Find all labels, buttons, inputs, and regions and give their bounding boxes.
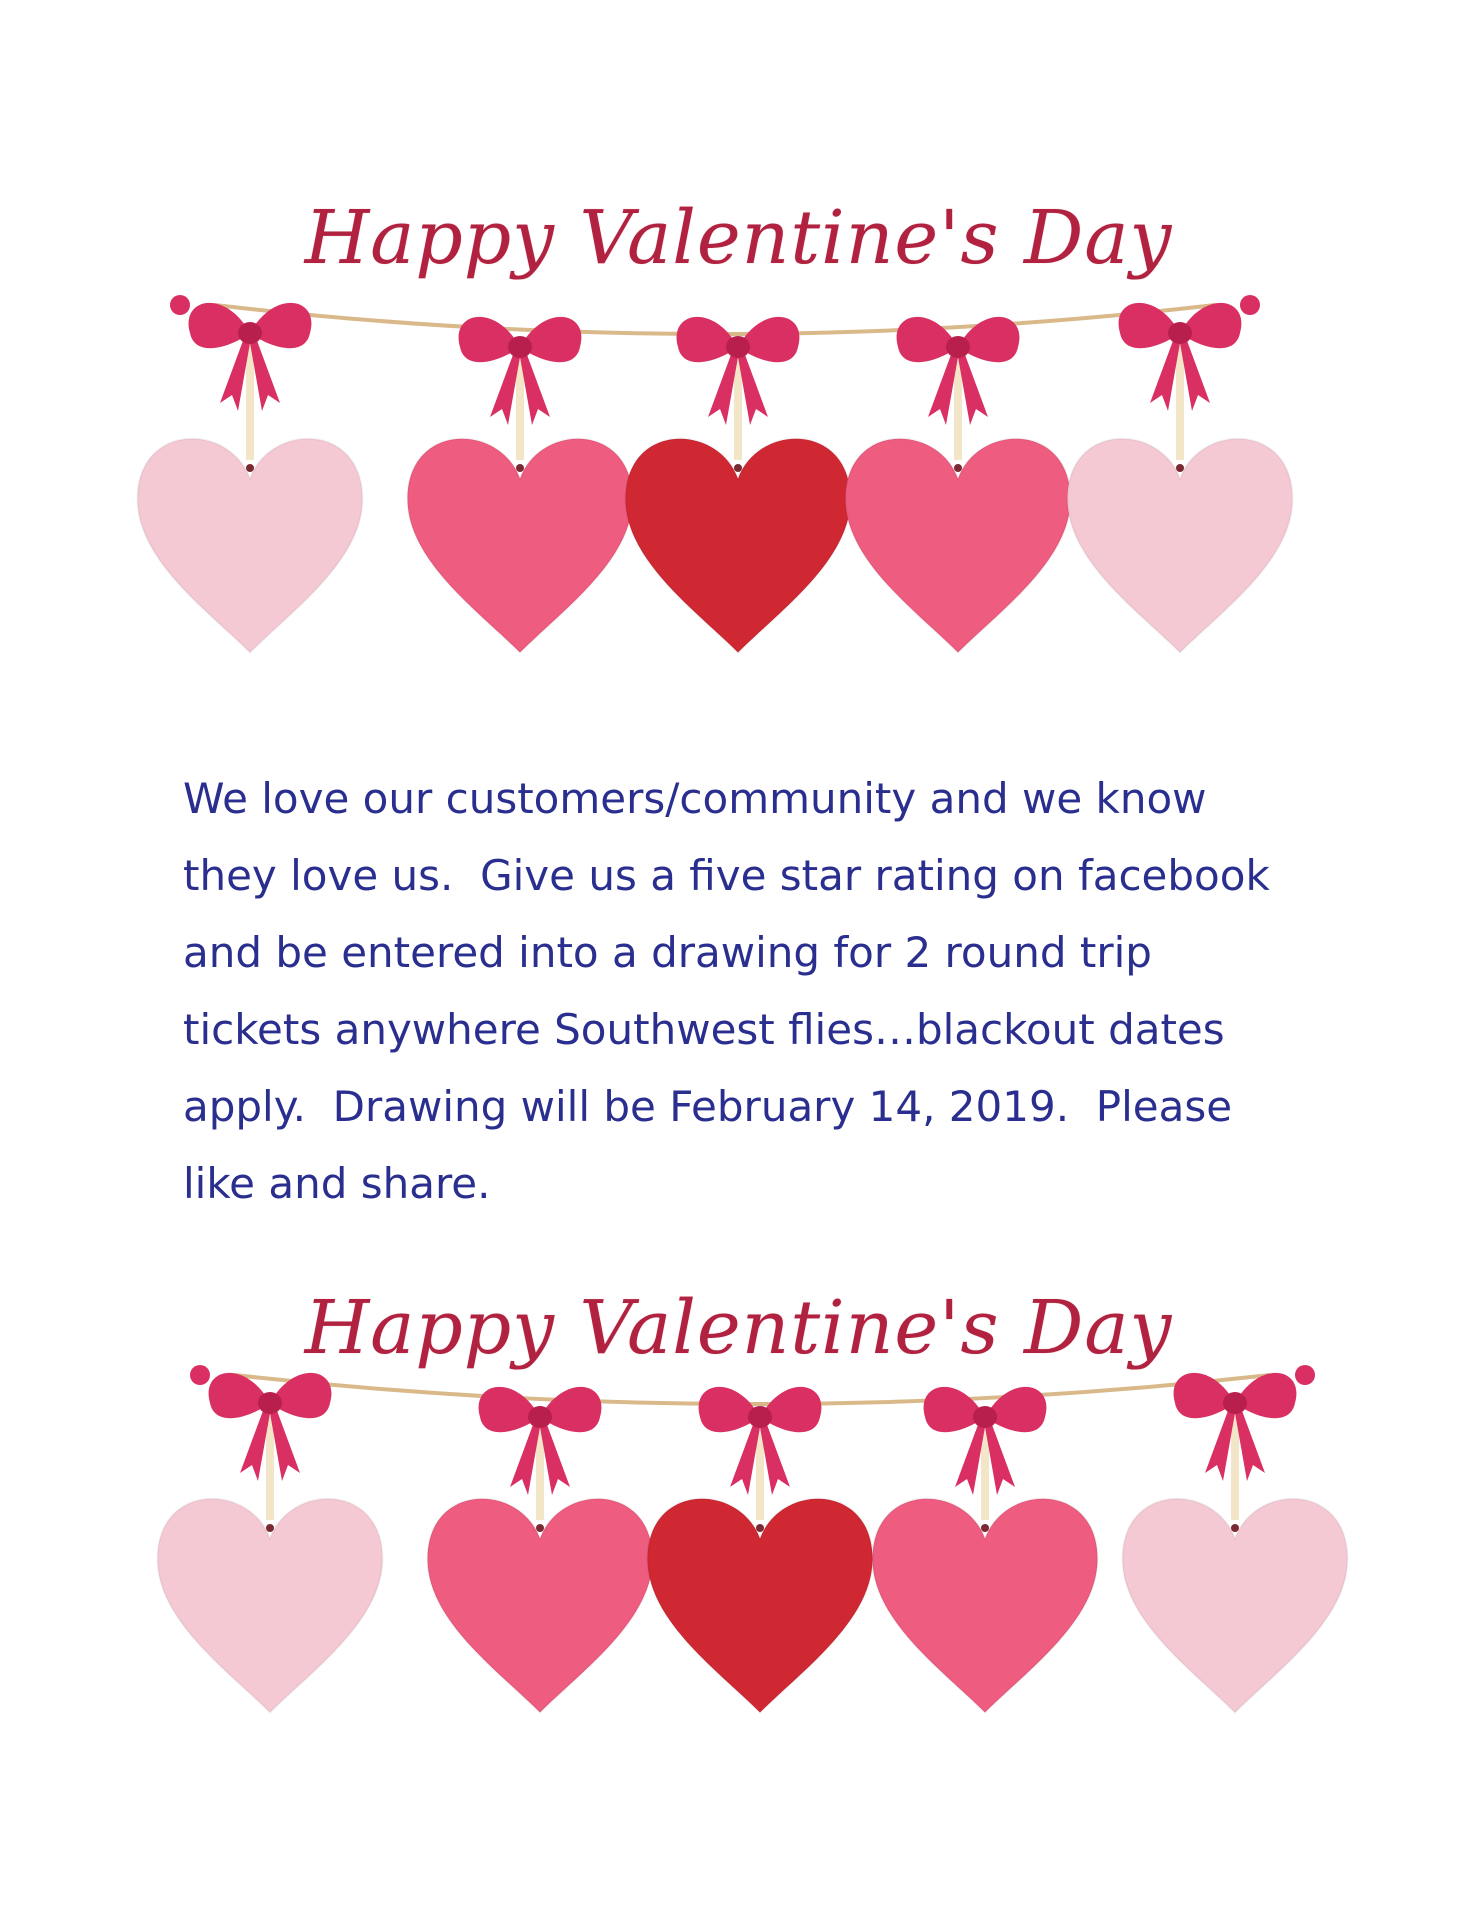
message-line: like and share. xyxy=(183,1159,491,1208)
bead-icon xyxy=(170,295,190,315)
message-line: and be entered into a drawing for 2 round trip xyxy=(183,928,1152,977)
message-line: We love our customers/community and we know xyxy=(183,774,1207,823)
valentine-banner-bottom xyxy=(0,1240,1477,1880)
bow-and-heart xyxy=(626,317,851,653)
valentine-banner-top xyxy=(0,0,1477,690)
garland-string xyxy=(235,1375,1270,1404)
heart-hole xyxy=(1231,1524,1239,1532)
heart-hole xyxy=(516,464,524,472)
heart-hole xyxy=(734,464,742,472)
bow-and-heart xyxy=(873,1387,1098,1713)
bow-and-heart xyxy=(138,303,363,653)
bow-and-heart xyxy=(648,1387,873,1713)
banner-title: Happy Valentine's Day xyxy=(304,195,1173,281)
heart-garland xyxy=(0,0,1477,690)
bow-and-heart xyxy=(408,317,633,653)
banner-title: Happy Valentine's Day xyxy=(304,1285,1173,1371)
bow-and-heart xyxy=(1123,1373,1348,1713)
heart-hole xyxy=(981,1524,989,1532)
bow-and-heart xyxy=(428,1387,653,1713)
heart-hole xyxy=(756,1524,764,1532)
bow-and-heart xyxy=(158,1373,383,1713)
heart-hole xyxy=(954,464,962,472)
message-line: tickets anywhere Southwest flies…blackout dates xyxy=(183,1005,1225,1054)
heart-hole xyxy=(536,1524,544,1532)
bead-icon xyxy=(1240,295,1260,315)
promo-message xyxy=(183,760,1313,1222)
message-line: they love us. Give us a five star rating on facebook xyxy=(183,851,1270,900)
bow-and-heart xyxy=(846,317,1071,653)
bow-and-heart xyxy=(1068,303,1293,653)
heart-hole xyxy=(246,464,254,472)
heart-hole xyxy=(266,1524,274,1532)
message-line: apply. Drawing will be February 14, 2019. Please xyxy=(183,1082,1233,1131)
heart-hole xyxy=(1176,464,1184,472)
